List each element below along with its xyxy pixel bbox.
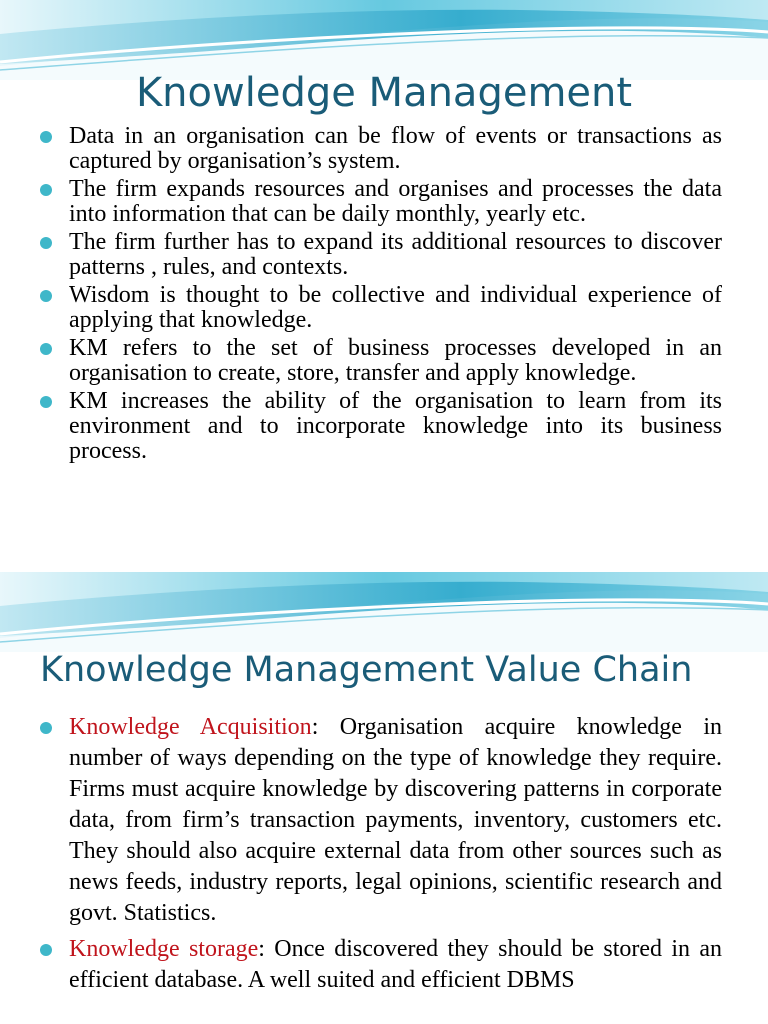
- term-label: Knowledge Acquisition: [69, 714, 312, 740]
- bullet-list: [38, 124, 722, 467]
- list-item: KM refers to the set of business processes developed in an organisation to create, store, transfer and apply knowledge.: [38, 336, 722, 386]
- bullet-icon: [40, 131, 52, 143]
- list-item: The firm expands resources and organises and processes the data into information that can be daily monthly, yearly etc.: [38, 177, 722, 227]
- wave-banner-decoration: [0, 0, 768, 80]
- bullet-icon: [40, 184, 52, 196]
- slide-2: [0, 572, 768, 1024]
- bullet-icon: [40, 290, 52, 302]
- bullet-list: [38, 712, 722, 996]
- slide-title: Knowledge Management: [135, 70, 633, 116]
- list-item: Data in an organisation can be flow of events or transactions as captured by organisation’s system.: [38, 124, 722, 174]
- bullet-icon: [40, 944, 52, 956]
- bullet-icon: [40, 396, 52, 408]
- list-item: Wisdom is thought to be collective and individual experience of applying that knowledge.: [38, 283, 722, 333]
- bullet-icon: [40, 237, 52, 249]
- term-label: Knowledge storage: [69, 936, 259, 962]
- slide-title: Knowledge Management Value Chain: [40, 650, 693, 690]
- list-item: Knowledge storage: Once discovered they should be stored in an efficient database. A well suited and efficient DBMS: [38, 934, 722, 996]
- list-item: The firm further has to expand its additional resources to discover patterns , rules, and contexts.: [38, 230, 722, 280]
- list-item: KM increases the ability of the organisation to learn from its environment and to incorporate knowledge into its business process.: [38, 389, 722, 464]
- bullet-icon: [40, 722, 52, 734]
- list-item: Knowledge Acquisition: Organisation acquire knowledge in number of ways depending on the type of knowledge they require. Firms must acquire knowledge by discovering patterns in corporate data, from firm’s transaction payments, inventory, customers etc. They should also acquire external data from other sources such as news feeds, industry reports, legal opinions, scientific research and govt. Statistics.: [38, 712, 722, 929]
- wave-banner-decoration: [0, 572, 768, 652]
- bullet-icon: [40, 343, 52, 355]
